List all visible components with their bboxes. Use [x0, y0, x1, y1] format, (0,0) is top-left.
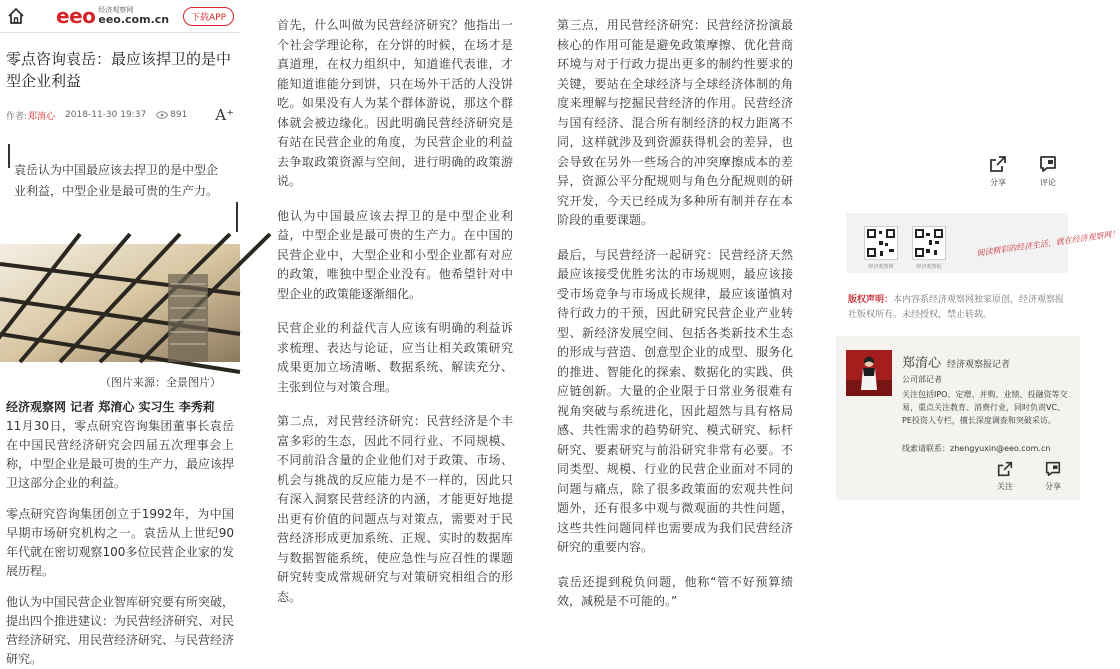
copyright-text: 本内容系经济观察网独家原创，经济观察报社版权所有。未经授权，禁止转载。 [848, 295, 1065, 320]
eye-icon [156, 111, 168, 119]
author-link[interactable]: 郑淯心 [28, 111, 56, 122]
article-photo [0, 244, 240, 362]
logo-mark: eeo [56, 4, 96, 28]
qr-code-icon [865, 227, 897, 259]
qr-code-icon [913, 227, 945, 259]
banner-slogan: 阅读精彩的经济生活，就在经济观察网！ [976, 228, 1120, 258]
follow-label: 关注 [997, 482, 1013, 491]
quote-border-bottom-right [236, 202, 238, 232]
photo-caption: （图片来源：全景图片） [100, 376, 221, 389]
share-icon [988, 154, 1008, 174]
article-body-1 [0, 398, 240, 669]
comment-button[interactable] [1038, 154, 1058, 188]
paragraph: 最后，与民营经济一起研究：民营经济天然最应该接受优胜劣汰的市场规则，最应该接受市场竞争与市场成长规律，最应该谨慎对待行政力的干预，因此研究民营企业产业转型、新经济发展空间、包括各类新技术生态的形成与营造、创意型企业的成型、服务化的推进、智能化的探索、数据化的实践、供应链创新。大量的企业限于日常业务很难有视角突破与系统进化，因此超然与具有格局感、共性需求的趋势研究、模式研究、标杆研究、要素研究与前沿研究非常有必要。不同类型、规模、行业的民营企业面对不同的问题与痛点，除了很多政策面的宏观共性问题外，还有很多中观与微观面的共性问题，这些共性问题同样也需要成为我们民营经济研究的重要内容。 [557, 247, 793, 554]
copyright-label: 版权声明： [848, 295, 894, 305]
author-card [836, 336, 1080, 500]
copyright-notice [836, 273, 1080, 323]
article-summary [8, 144, 228, 232]
paragraph: 民营企业的利益代言人应该有明确的利益诉求梳理、表达与论证，应当让相关政策研究成果更加立场清晰、数据系统、解读充分、主张到位与对策合理。 [277, 321, 513, 394]
author-contact: 线索请联系：zhengyuxin@eeo.com.cn [902, 444, 1051, 453]
comment-icon [1038, 154, 1058, 174]
article-footer-panel [836, 0, 1120, 648]
font-size-button[interactable]: A⁺ [215, 106, 234, 124]
author-actions [996, 460, 1062, 492]
logo-en: eeo.com.cn [98, 13, 170, 26]
article-title: 零点咨询袁岳：最应该捍卫的是中型企业利益 [6, 50, 232, 90]
download-app-button[interactable]: 下载APP [183, 7, 234, 26]
author-photo [846, 350, 892, 396]
photo-building-glass [0, 244, 240, 362]
app-qr-banner[interactable] [846, 213, 1120, 273]
publish-date: 2018-11-30 19:37 [65, 110, 147, 120]
author-share-button[interactable] [1044, 460, 1062, 492]
article-meta [0, 92, 240, 124]
site-logo[interactable] [56, 4, 169, 28]
paragraph: 他认为中国民营企业智库研究要有所突破，提出四个推进建议：为民营经济研究、对民营经济研究、用民营经济研究、与民营经济研究。 [6, 595, 235, 666]
share-button[interactable] [988, 154, 1008, 188]
byline: 经济观察网 记者 郑淯心 实习生 李秀莉 [6, 400, 215, 414]
share-icon [1044, 460, 1062, 478]
paragraph: 他认为中国最应该去捍卫的是中型企业利益，中型企业是最可贵的生产力。在中国的民营企业中，大型企业和小型企业都有对应的政策，唯独中型企业没有。他希望针对中型企业的政策能逐渐细化。 [277, 208, 513, 301]
comment-label: 评论 [1040, 178, 1056, 187]
follow-icon [996, 460, 1014, 478]
paragraph: 零点研究咨询集团创立于1992年，为中国早期市场研究机构之一。袁岳从上世纪90年代就在密切观察100多位民营企业家的发展历程。 [6, 507, 234, 578]
author-description: 关注包括IPO、定增、并购、业绩、投融资等交易，重点关注教育、消费行业，同时负责VC、PE投资人专栏，擅长深度调查和突破采访。 [902, 390, 1068, 425]
qr-code [864, 226, 898, 270]
article-column-1 [0, 0, 240, 666]
app-header [0, 0, 240, 33]
paragraph: 第三点，用民营经济研究：民营经济扮演最核心的作用可能是避免政策摩擦、优化营商环境与对于行政力提出更多的制约性要求的关键，要站在全球经济与全球经济体制的角度来理解与挖掘民营经济的作用。民营经济与国有经济、混合所有制经济的权力距离不同，这样就涉及到资源获得机会的差异，也会导致在另外一些场合的冲突摩擦成本的差异，资源公平分配规则与角色分配规则的研究开发，今天已经成为多种所有制并存在本阶段的重要课题。 [557, 18, 793, 227]
share-label: 分享 [990, 178, 1006, 187]
article-column-3 [557, 0, 793, 648]
author-department: 公司部记者 [902, 375, 942, 384]
article-column-2 [277, 0, 513, 648]
qr-label: 经济观察报 [916, 264, 942, 270]
article-actions [836, 154, 1080, 188]
qr-label: 经济观察网 [868, 264, 894, 270]
home-icon[interactable] [6, 6, 26, 26]
quote-border-top-left [8, 144, 10, 168]
view-count: 891 [170, 110, 188, 120]
follow-button[interactable] [996, 460, 1014, 492]
author-name[interactable]: 郑淯心 [902, 356, 942, 371]
paragraph: 第二点，对民营经济研究：民营经济是个丰富多彩的生态，因此不同行业、不同规模、不同前沿含量的企业他们对于政策、市场、机会与挑战的反应能力是不一样的，因此只有深入洞察民营经济的内涵，才能更好地提出更有价值的问题点与对策点，需要对于民营经济形成更加系统、正规、实时的数据库与数据智能系统，使应急性与应召性的课题研究转变成常规研究与对策研究相组合的形态。 [277, 414, 513, 604]
summary-text: 袁岳认为中国最应该去捍卫的是中型企业利益，中型企业是最可贵的生产力。 [14, 163, 219, 198]
qr-code [912, 226, 946, 270]
paragraph: 首先，什么叫做为民营经济研究？他指出一个社会学理论称，在分饼的时候，在场才是真道理，在权力组织中，知道谁代表谁，才能知道谁能分到饼，只在场外干活的人没饼吃。如果没有人为某个群体游说，那这个群体就会被边缘化。因此明确民营经济研究是有站在民营企业的角度，为民营企业的利益去争取政策资源与空间，进行明确的政策游说。 [277, 18, 513, 188]
paragraph: 袁岳还提到税负问题，他称“管不好预算绩效，减税是不可能的。” [557, 574, 793, 608]
avatar[interactable] [846, 350, 892, 396]
author-role: 经济观察报记者 [947, 360, 1011, 370]
author-label: 作者: [6, 111, 28, 122]
logo-cn: 经济观察网 [98, 6, 134, 14]
paragraph: 11月30日，零点研究咨询集团董事长袁岳在中国民营经济研究会四届五次理事会上称，中型企业是最可贵的生产力，最应该捍卫这部分企业的利益。 [6, 419, 235, 490]
share-label: 分享 [1045, 482, 1061, 491]
